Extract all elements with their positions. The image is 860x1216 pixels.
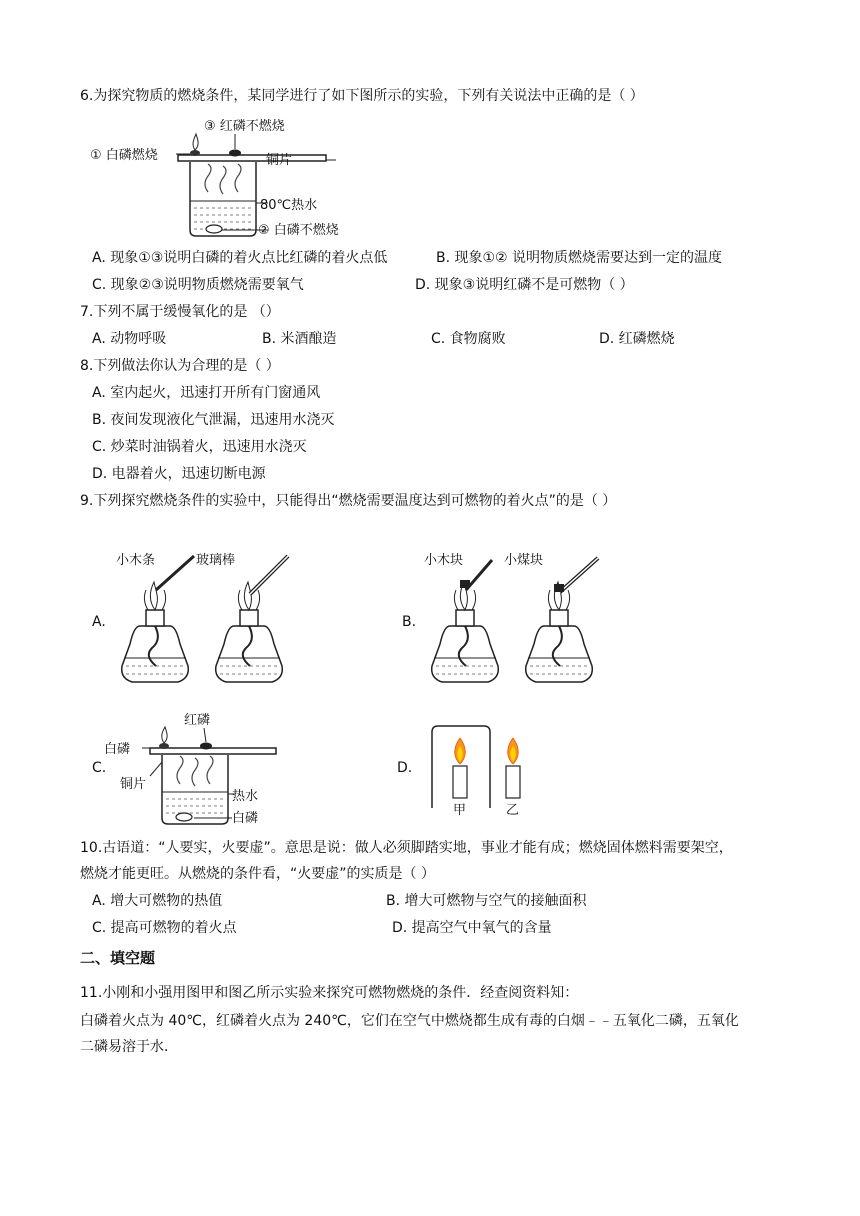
q7-option-a[interactable]: A. 动物呼吸 [92, 331, 167, 347]
q9c-label-water: 热水 [232, 789, 259, 804]
q9-option-d-letter[interactable]: D. [397, 760, 413, 776]
q9c-label-white: 白磷 [104, 742, 131, 757]
fig6-label-3: ③ 红磷不燃烧 [204, 119, 285, 134]
fig6-label-1: ① 白磷燃烧 [90, 148, 158, 163]
fig6-label-copper: 铜片 [266, 153, 293, 168]
beaker [162, 755, 228, 824]
q9-figure-c[interactable] [104, 706, 294, 830]
candle-left [453, 766, 467, 798]
q9c-label-copper: 铜片 [120, 777, 147, 792]
q10-option-b[interactable]: B. 增大可燃物与空气的接触面积 [386, 893, 587, 909]
q10-option-d[interactable]: D. 提高空气中氧气的含量 [392, 920, 552, 936]
q7-option-b[interactable]: B. 米酒酿造 [262, 331, 337, 347]
q8-option-a[interactable]: A. 室内起火，迅速打开所有门窗通风 [92, 385, 321, 401]
red-phosphorus-icon [200, 743, 212, 750]
q9c-label-white2: 白磷 [232, 811, 259, 826]
q10-option-c[interactable]: C. 提高可燃物的着火点 [92, 920, 237, 936]
q7-option-c[interactable]: C. 食物腐败 [431, 331, 506, 347]
alcohol-lamp-left [122, 582, 189, 682]
q10-option-a[interactable]: A. 增大可燃物的热值 [92, 893, 223, 909]
q6-option-a[interactable]: A. 现象①③说明白磷的着火点比红磷的着火点低 [92, 250, 388, 266]
q7-option-d[interactable]: D. 红磷燃烧 [599, 331, 675, 347]
q9-figure-d[interactable] [420, 722, 540, 822]
q8-option-c[interactable]: C. 炒菜时油锅着火，迅速用水浇灭 [92, 439, 307, 455]
q9-figure-a[interactable] [112, 548, 302, 688]
q11-line1: 11.小刚和小强用图甲和图乙所示实验来探究可燃物燃烧的条件．经查阅资料知： [80, 985, 579, 1001]
flame-icon [162, 727, 167, 743]
flame-icon [193, 134, 198, 150]
candle-right [506, 766, 520, 798]
q9d-label-left: 甲 [453, 803, 467, 818]
q6-option-b[interactable]: B. 现象①② 说明物质燃烧需要达到一定的温度 [436, 250, 723, 266]
fig6-label-water: 80℃热水 [260, 198, 318, 213]
alcohol-lamp-left [432, 582, 499, 682]
q10-stem-line2: 燃烧才能更旺。从燃烧的条件看，“火要虚”的实质是（ ） [80, 866, 435, 882]
alcohol-lamp-right [216, 582, 283, 682]
section-heading: 二、填空题 [80, 949, 156, 967]
copper-plate [178, 155, 326, 161]
q9b-label-left: 小木块 [424, 553, 464, 568]
q6-stem: 6.为探究物质的燃烧条件，某同学进行了如下图所示的实验，下列有关说法中正确的是（ ） [80, 88, 644, 104]
q9a-label-right: 玻璃棒 [196, 553, 236, 568]
q9-option-a-letter[interactable]: A. [92, 614, 106, 630]
q8-option-b[interactable]: B. 夜间发现液化气泄漏，迅速用水浇灭 [92, 412, 335, 428]
submerged-phosphorus-icon [206, 225, 222, 233]
q9b-label-right: 小煤块 [504, 553, 544, 568]
q11-line3: 二磷易溶于水． [80, 1039, 178, 1055]
q9-stem: 9.下列探究燃烧条件的实验中，只能得出“燃烧需要温度达到可燃物的着火点”的是（ ） [80, 493, 617, 509]
fig6-label-2: ② 白磷不燃烧 [258, 223, 339, 238]
q7-stem: 7.下列不属于缓慢氧化的是 （） [80, 304, 280, 320]
red-phosphorus-icon [229, 150, 241, 157]
q8-stem: 8.下列做法你认为合理的是（ ） [80, 358, 280, 374]
q9-option-b-letter[interactable]: B. [402, 614, 417, 630]
white-phosphorus-icon [190, 150, 200, 156]
q9-option-c-letter[interactable]: C. [92, 760, 107, 776]
q10-stem-line1: 10.古语道：“人要实，火要虚”。意思是说：做人必须脚踏实地，事业才能有成；燃烧固体燃料需要架空， [80, 840, 733, 856]
beaker [190, 162, 256, 236]
q6-figure [90, 112, 380, 242]
q9-figure-b[interactable] [422, 548, 612, 688]
copper-plate [150, 748, 276, 754]
q9c-label-red: 红磷 [184, 713, 211, 728]
q6-option-d[interactable]: D. 现象③说明红磷不是可燃物（ ） [415, 277, 634, 293]
q8-option-d[interactable]: D. 电器着火，迅速切断电源 [92, 466, 266, 482]
alcohol-lamp-right [526, 582, 593, 682]
wood-stick [156, 556, 194, 590]
q11-line2: 白磷着火点为 40℃，红磷着火点为 240℃，它们在空气中燃烧都生成有毒的白烟﹣﹣五氧化二磷，五氧化 [80, 1013, 739, 1029]
q9a-label-left: 小木条 [116, 553, 156, 568]
q9d-label-right: 乙 [506, 803, 520, 818]
q6-option-c[interactable]: C. 现象②③说明物质燃烧需要氧气 [92, 277, 304, 293]
